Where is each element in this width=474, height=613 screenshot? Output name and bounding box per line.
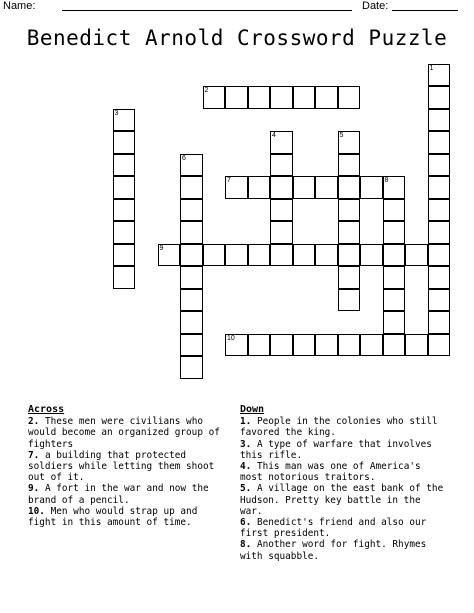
- grid-cell[interactable]: [405, 334, 428, 357]
- down-clue-6: 6. Benedict's friend and also our first president.: [240, 517, 427, 540]
- grid-cell[interactable]: [383, 221, 406, 244]
- grid-cell[interactable]: [383, 289, 406, 312]
- grid-cell[interactable]: [113, 131, 136, 154]
- across-clue-10: 10. Men who would strap up and fight in this amount of time.: [28, 505, 198, 529]
- down-clue-4: 4. This man was one of America's most notorious traitors.: [240, 461, 421, 484]
- grid-cell[interactable]: [180, 244, 203, 267]
- across-clues: [28, 404, 228, 528]
- grid-cell[interactable]: [338, 176, 361, 199]
- grid-cell[interactable]: [248, 244, 271, 267]
- grid-cell[interactable]: [360, 244, 383, 267]
- grid-cell[interactable]: [428, 109, 451, 132]
- grid-cell[interactable]: [113, 109, 136, 132]
- across-clue-7: 7. a building that protected soldiers while letting them shoot out of it.: [28, 449, 215, 484]
- grid-cell[interactable]: [315, 244, 338, 267]
- grid-cell[interactable]: [270, 221, 293, 244]
- grid-cell[interactable]: [383, 266, 406, 289]
- grid-cell[interactable]: [180, 334, 203, 357]
- grid-cell[interactable]: [428, 221, 451, 244]
- grid-cell[interactable]: [180, 266, 203, 289]
- down-clues: [240, 404, 446, 562]
- page-title: Benedict Arnold Crossword Puzzle: [26, 26, 448, 50]
- across-heading: Across: [28, 404, 65, 415]
- cell-number: 9: [159, 244, 164, 252]
- grid-cell[interactable]: [293, 244, 316, 267]
- down-clue-3: 3. A type of warfare that involves this rifle.: [240, 438, 432, 461]
- grid-cell[interactable]: [338, 289, 361, 312]
- grid-cell[interactable]: [428, 86, 451, 109]
- grid-cell[interactable]: [428, 311, 451, 334]
- grid-cell[interactable]: [113, 266, 136, 289]
- grid-cell[interactable]: [180, 311, 203, 334]
- grid-cell[interactable]: [225, 86, 248, 109]
- grid-cell[interactable]: [428, 64, 451, 87]
- grid-cell[interactable]: [270, 199, 293, 222]
- grid-cell[interactable]: [248, 176, 271, 199]
- cell-number: 8: [384, 177, 389, 184]
- grid-cell[interactable]: [315, 176, 338, 199]
- grid-cell[interactable]: [338, 154, 361, 177]
- grid-cell[interactable]: [203, 86, 226, 109]
- grid-cell[interactable]: [338, 266, 361, 289]
- grid-cell[interactable]: [383, 311, 406, 334]
- grid-cell[interactable]: [338, 131, 361, 154]
- grid-cell[interactable]: [428, 334, 451, 357]
- grid-cell[interactable]: [428, 266, 451, 289]
- grid-cell[interactable]: [158, 244, 181, 267]
- grid-cell[interactable]: [338, 244, 361, 267]
- grid-cell[interactable]: [428, 154, 451, 177]
- cell-number: 10: [227, 334, 235, 342]
- grid-cell[interactable]: [338, 86, 361, 109]
- grid-cell[interactable]: [315, 86, 338, 109]
- down-clue-5: 5. A village on the east bank of the Hudson. Pretty key battle in the war.: [240, 483, 444, 517]
- grid-cell[interactable]: [113, 221, 136, 244]
- name-label: Name:: [3, 0, 36, 12]
- grid-cell[interactable]: [360, 334, 383, 357]
- grid-cell[interactable]: [315, 334, 338, 357]
- grid-cell[interactable]: [338, 199, 361, 222]
- across-clue-9: 9. A fort in the war and now the brand of a pencil.: [28, 483, 209, 506]
- grid-cell[interactable]: [383, 176, 406, 199]
- cell-number: 1: [429, 64, 434, 72]
- grid-cell[interactable]: [383, 244, 406, 267]
- grid-cell[interactable]: [270, 86, 293, 109]
- down-clue-8: 8. Another word for fight. Rhymes with squabble.: [240, 539, 427, 562]
- grid-cell[interactable]: [225, 244, 248, 267]
- grid-cell[interactable]: [383, 199, 406, 222]
- grid-cell[interactable]: [113, 154, 136, 177]
- grid-cell[interactable]: [180, 199, 203, 222]
- grid-cell[interactable]: [225, 334, 248, 357]
- grid-cell[interactable]: [180, 289, 203, 312]
- grid-cell[interactable]: [270, 131, 293, 154]
- grid-cell[interactable]: [293, 176, 316, 199]
- grid-cell[interactable]: [113, 176, 136, 199]
- grid-cell[interactable]: [180, 221, 203, 244]
- cell-number: 6: [182, 154, 186, 162]
- grid-cell[interactable]: [293, 86, 316, 109]
- grid-cell[interactable]: [428, 176, 451, 199]
- grid-cell[interactable]: [225, 176, 248, 199]
- cell-number: 5: [339, 132, 344, 139]
- grid-cell[interactable]: [203, 244, 226, 267]
- down-clue-1: 1. People in the colonies who still favored the king.: [240, 416, 438, 439]
- grid-cell[interactable]: [383, 334, 406, 357]
- cell-number: 3: [114, 109, 119, 117]
- grid-cell[interactable]: [270, 176, 293, 199]
- grid-cell[interactable]: [360, 176, 383, 199]
- grid-cell[interactable]: [248, 86, 271, 109]
- grid-cell[interactable]: [405, 244, 428, 267]
- down-heading: Down: [240, 404, 265, 415]
- cell-number: 7: [227, 177, 231, 184]
- grid-cell[interactable]: [113, 244, 136, 267]
- grid-cell[interactable]: [428, 244, 451, 267]
- grid-cell[interactable]: [113, 199, 136, 222]
- grid-cell[interactable]: [180, 154, 203, 177]
- grid-cell[interactable]: [248, 334, 271, 357]
- grid-cell[interactable]: [338, 334, 361, 357]
- grid-cell[interactable]: [428, 289, 451, 312]
- across-clue-2: 2. These men were civilians who would become an organized group of fighters: [28, 416, 220, 450]
- cell-number: 2: [204, 87, 209, 94]
- grid-cell[interactable]: [270, 244, 293, 267]
- grid-cell[interactable]: [428, 131, 451, 154]
- grid-cell[interactable]: [428, 199, 451, 222]
- grid-cell[interactable]: [270, 334, 293, 357]
- grid-cell[interactable]: [293, 334, 316, 357]
- grid-cell[interactable]: [338, 221, 361, 244]
- cell-number: 4: [272, 132, 276, 139]
- date-label: Date:: [362, 0, 389, 12]
- grid-cell[interactable]: [270, 154, 293, 177]
- grid-cell[interactable]: [180, 176, 203, 199]
- grid-cell[interactable]: [180, 356, 203, 379]
